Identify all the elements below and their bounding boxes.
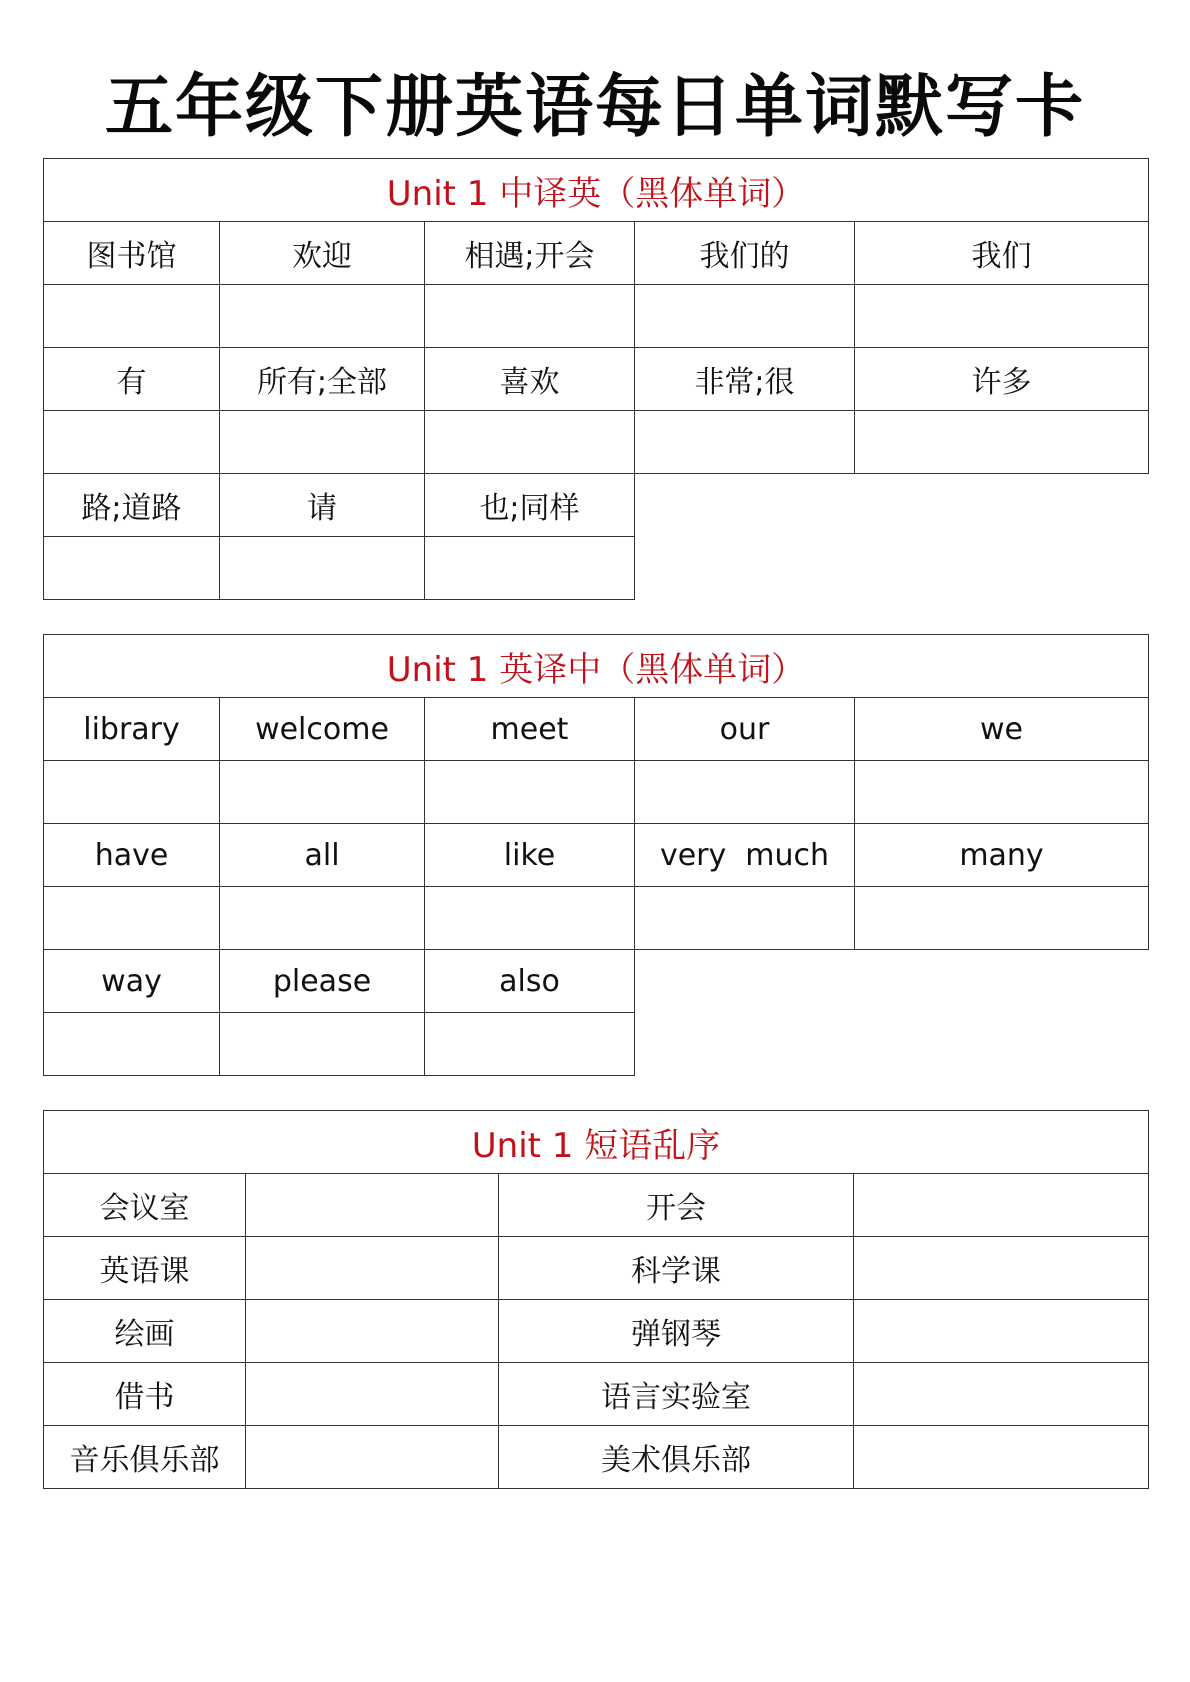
- answer-blank[interactable]: [44, 285, 220, 348]
- answer-blank[interactable]: [855, 887, 1149, 950]
- section-heading: Unit 1 英译中（黑体单词）: [44, 635, 1149, 698]
- answer-blank[interactable]: [246, 1174, 499, 1237]
- word-prompt: all: [220, 824, 425, 887]
- word-prompt: 所有;全部: [220, 348, 425, 411]
- answer-blank[interactable]: [44, 411, 220, 474]
- answer-blank[interactable]: [44, 887, 220, 950]
- word-prompt: many: [855, 824, 1149, 887]
- word-prompt: also: [425, 950, 635, 1013]
- answer-blank[interactable]: [855, 411, 1149, 474]
- phrase-prompt: 科学课: [499, 1237, 854, 1300]
- word-prompt: 我们的: [635, 222, 855, 285]
- word-prompt: like: [425, 824, 635, 887]
- answer-blank[interactable]: [855, 285, 1149, 348]
- phrase-prompt: 英语课: [44, 1237, 246, 1300]
- word-prompt: welcome: [220, 698, 425, 761]
- word-prompt: 欢迎: [220, 222, 425, 285]
- word-prompt: 图书馆: [44, 222, 220, 285]
- page-title: 五年级下册英语每日单词默写卡: [104, 68, 1085, 147]
- answer-blank[interactable]: [44, 761, 220, 824]
- phrase-prompt: 绘画: [44, 1300, 246, 1363]
- word-prompt: please: [220, 950, 425, 1013]
- section-heading: Unit 1 短语乱序: [44, 1111, 1149, 1174]
- word-prompt: 路;道路: [44, 474, 220, 537]
- phrase-prompt: 弹钢琴: [499, 1300, 854, 1363]
- empty-space: [635, 474, 1149, 537]
- answer-blank[interactable]: [635, 411, 855, 474]
- answer-blank[interactable]: [220, 285, 425, 348]
- word-prompt: 非常;很: [635, 348, 855, 411]
- word-prompt: library: [44, 698, 220, 761]
- word-prompt: 有: [44, 348, 220, 411]
- answer-blank[interactable]: [854, 1300, 1149, 1363]
- answer-blank[interactable]: [425, 887, 635, 950]
- answer-blank[interactable]: [246, 1363, 499, 1426]
- answer-blank[interactable]: [425, 285, 635, 348]
- word-prompt: 许多: [855, 348, 1149, 411]
- answer-blank[interactable]: [425, 1013, 635, 1076]
- word-prompt: 我们: [855, 222, 1149, 285]
- word-prompt: very much: [635, 824, 855, 887]
- empty-space: [635, 1013, 1149, 1076]
- word-prompt: 喜欢: [425, 348, 635, 411]
- word-prompt: 请: [220, 474, 425, 537]
- answer-blank[interactable]: [220, 761, 425, 824]
- answer-blank[interactable]: [44, 537, 220, 600]
- word-prompt: meet: [425, 698, 635, 761]
- word-prompt: our: [635, 698, 855, 761]
- answer-blank[interactable]: [635, 887, 855, 950]
- phrase-card: [43, 1110, 1149, 1489]
- answer-blank[interactable]: [246, 1237, 499, 1300]
- answer-blank[interactable]: [854, 1363, 1149, 1426]
- phrase-prompt: 会议室: [44, 1174, 246, 1237]
- word-prompt: we: [855, 698, 1149, 761]
- answer-blank[interactable]: [635, 285, 855, 348]
- answer-blank[interactable]: [855, 761, 1149, 824]
- empty-space: [635, 537, 1149, 600]
- word-prompt: have: [44, 824, 220, 887]
- phrase-prompt: 语言实验室: [499, 1363, 854, 1426]
- answer-blank[interactable]: [220, 537, 425, 600]
- phrase-prompt: 音乐俱乐部: [44, 1426, 246, 1489]
- answer-blank[interactable]: [425, 761, 635, 824]
- phrase-prompt: 借书: [44, 1363, 246, 1426]
- word-prompt: way: [44, 950, 220, 1013]
- phrase-prompt: 美术俱乐部: [499, 1426, 854, 1489]
- answer-blank[interactable]: [425, 411, 635, 474]
- word-prompt: 相遇;开会: [425, 222, 635, 285]
- answer-blank[interactable]: [44, 1013, 220, 1076]
- answer-blank[interactable]: [246, 1426, 499, 1489]
- phrase-prompt: 开会: [499, 1174, 854, 1237]
- answer-blank[interactable]: [854, 1237, 1149, 1300]
- answer-blank[interactable]: [220, 411, 425, 474]
- answer-blank[interactable]: [635, 761, 855, 824]
- answer-blank[interactable]: [246, 1300, 499, 1363]
- answer-blank[interactable]: [220, 887, 425, 950]
- word-prompt: 也;同样: [425, 474, 635, 537]
- answer-blank[interactable]: [220, 1013, 425, 1076]
- section-heading: Unit 1 中译英（黑体单词）: [44, 159, 1149, 222]
- answer-blank[interactable]: [425, 537, 635, 600]
- answer-blank[interactable]: [854, 1426, 1149, 1489]
- answer-blank[interactable]: [854, 1174, 1149, 1237]
- empty-space: [635, 950, 1149, 1013]
- vocab-card-english-to-chinese: [43, 634, 1149, 1076]
- vocab-card-chinese-to-english: [43, 158, 1149, 600]
